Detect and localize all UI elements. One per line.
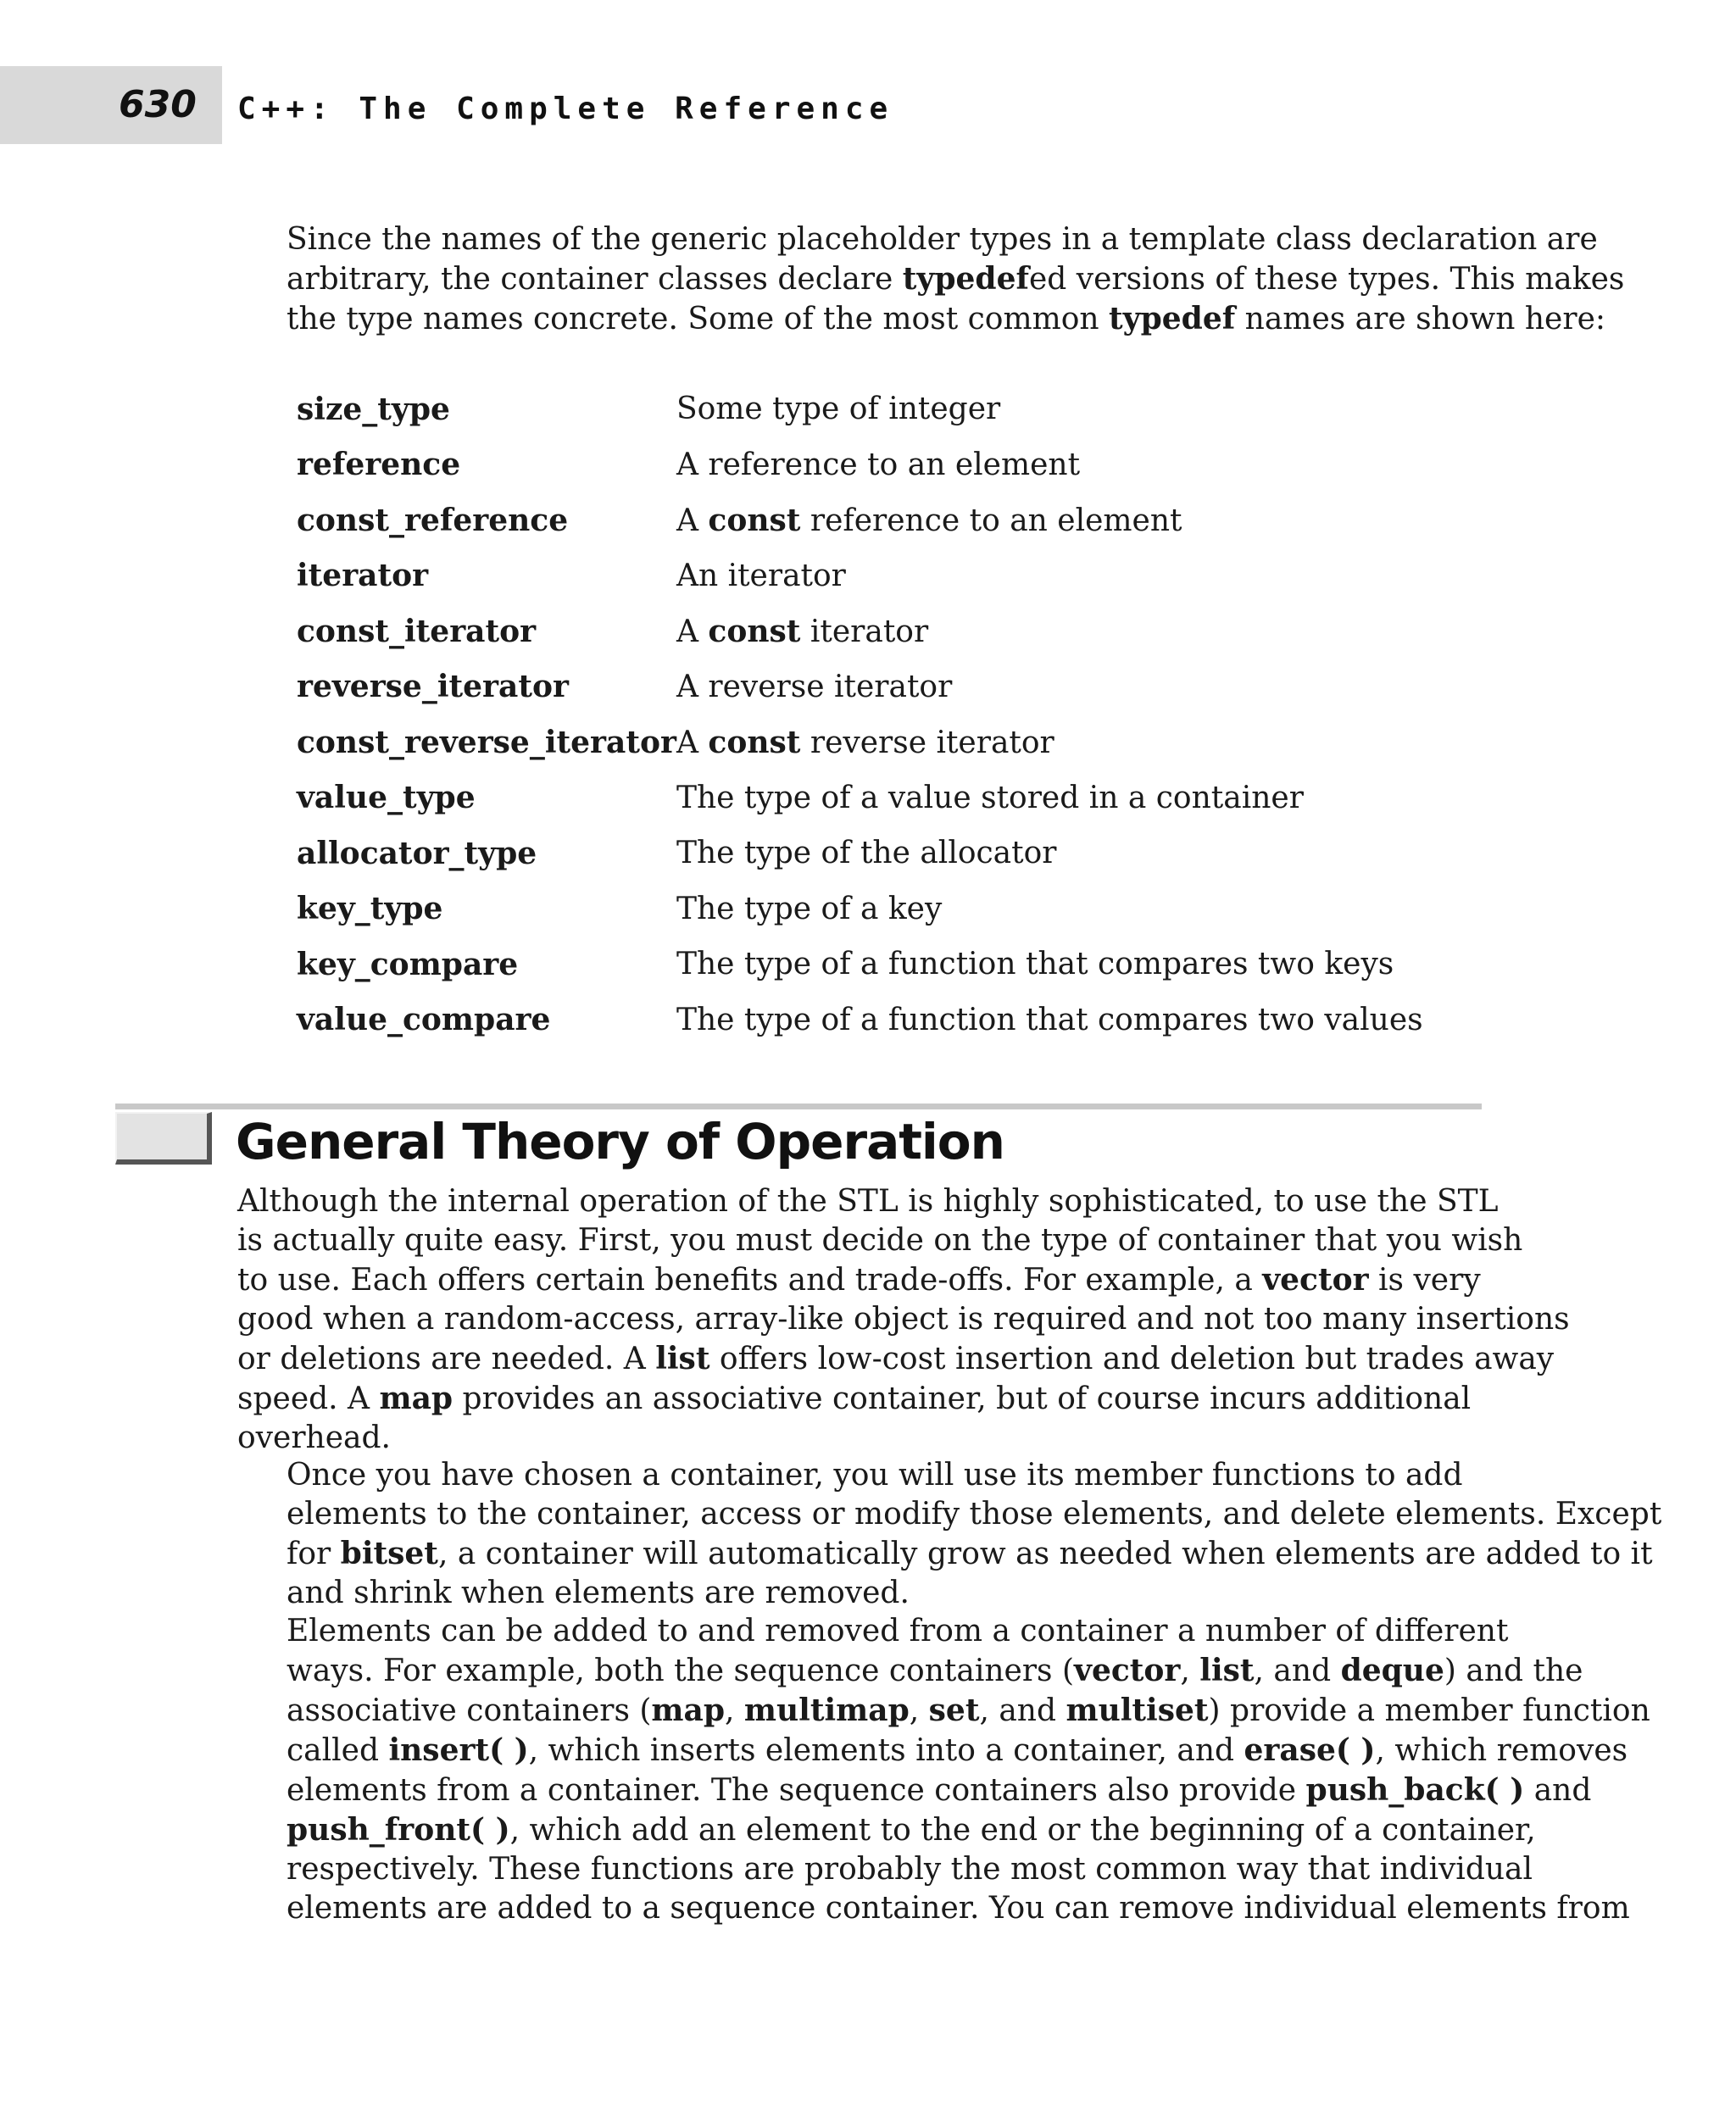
section-heading: General Theory of Operation	[236, 1113, 1004, 1170]
text-line: or deletions are needed. A list offers low-cost insertion and deletion but trades away	[237, 1341, 1555, 1376]
text-line: elements from a container. The sequence containers also provide push_back( ) and	[287, 1772, 1592, 1808]
text-line: is actually quite easy. First, you must decide on the type of container that you wish	[237, 1223, 1523, 1258]
bold-term: insert( )	[388, 1732, 529, 1768]
typedef-row	[297, 770, 1441, 826]
typedef-description: The type of a value stored in a container	[676, 780, 1304, 815]
typedef-row	[297, 492, 1441, 548]
text-line: elements are added to a sequence container. You can remove individual elements from	[287, 1891, 1630, 1926]
bold-term: map	[379, 1381, 453, 1416]
typedef-description: A const iterator	[676, 613, 929, 649]
bold-term: push_back( )	[1305, 1772, 1525, 1808]
typedef-name: value_compare	[297, 1002, 551, 1038]
bold-term: multimap	[743, 1693, 910, 1728]
typedef-table-body	[297, 381, 1441, 1048]
section-marker-box	[115, 1112, 212, 1165]
bold-term: typedef	[1109, 301, 1236, 336]
section-paragraph-1	[237, 1182, 1570, 1458]
typedef-description: A reference to an element	[676, 447, 1081, 482]
text-line: and shrink when elements are removed.	[287, 1576, 910, 1610]
typedef-row	[297, 659, 1441, 715]
typedef-row	[297, 381, 1441, 437]
section-paragraph-3	[237, 1612, 1650, 1928]
text-line: called insert( ), which inserts elements into a container, and erase( ), which removes	[287, 1732, 1628, 1768]
typedef-name: iterator	[297, 558, 429, 594]
bold-term: const	[708, 502, 801, 538]
bold-term: bitset	[340, 1536, 438, 1571]
typedef-row	[297, 603, 1441, 659]
typedef-description: A const reverse iterator	[676, 724, 1054, 760]
text-line: arbitrary, the container classes declare typedefed versions of these types. This makes	[287, 261, 1625, 297]
bold-term: set	[928, 1693, 980, 1728]
bold-term: multiset	[1066, 1693, 1209, 1728]
bold-term: const	[708, 724, 801, 760]
typedef-table	[297, 381, 1441, 1048]
text-line: Elements can be added to and removed from a container a number of different	[287, 1614, 1509, 1648]
bold-term: vector	[1074, 1653, 1181, 1688]
text-line: for bitset, a container will automatically grow as needed when elements are added to it	[287, 1536, 1653, 1571]
text-line: Since the names of the generic placeholder types in a template class declaration are	[287, 222, 1598, 257]
text-line: speed. A map provides an associative container, but of course incurs additional	[237, 1381, 1472, 1416]
typedef-row	[297, 548, 1441, 604]
bold-term: list	[1199, 1653, 1255, 1688]
typedef-row	[297, 881, 1441, 937]
bold-term: vector	[1262, 1262, 1369, 1298]
text-line: respectively. These functions are probably the most common way that individual	[287, 1852, 1533, 1887]
bold-term: push_front( )	[287, 1812, 510, 1848]
bold-term: const	[708, 613, 801, 649]
typedef-name: reverse_iterator	[297, 669, 569, 705]
text-line: overhead.	[237, 1420, 391, 1455]
typedef-name: allocator_type	[297, 835, 537, 871]
typedef-name: reference	[297, 447, 461, 483]
section-paragraph-2	[237, 1456, 1662, 1613]
page-number: 630	[119, 83, 197, 126]
typedef-description: Some type of integer	[676, 392, 1001, 427]
typedef-name: const_iterator	[297, 613, 537, 649]
bold-term: typedef	[902, 261, 1029, 297]
text-line: Although the internal operation of the STL is highly sophisticated, to use the STL	[237, 1184, 1499, 1219]
text-line: ways. For example, both the sequence containers (vector, list, and deque) and the	[287, 1653, 1583, 1688]
typedef-description: The type of a key	[676, 891, 943, 926]
typedef-name: size_type	[297, 391, 450, 427]
typedef-name: const_reverse_iterator	[297, 724, 676, 760]
typedef-description: The type of a function that compares two keys	[676, 947, 1394, 982]
typedef-row	[297, 992, 1441, 1048]
typedef-description: The type of a function that compares two values	[676, 1002, 1423, 1037]
text-line: good when a random-access, array-like object is required and not too many insertions	[237, 1302, 1570, 1337]
typedef-description: An iterator	[676, 558, 846, 593]
bold-term: deque	[1340, 1653, 1444, 1688]
text-line: associative containers (map, multimap, set, and multiset) provide a member function	[287, 1693, 1650, 1728]
text-line: push_front( ), which add an element to the end or the beginning of a container,	[287, 1812, 1536, 1848]
typedef-row	[297, 826, 1441, 881]
text-line: to use. Each offers certain benefits and trade-offs. For example, a vector is very	[237, 1262, 1481, 1298]
typedef-description: A reverse iterator	[676, 669, 953, 704]
typedef-row	[297, 714, 1441, 770]
typedef-row	[297, 437, 1441, 493]
intro-paragraph	[237, 220, 1625, 339]
typedef-description: The type of the allocator	[676, 836, 1057, 871]
text-line: Once you have chosen a container, you will use its member functions to add	[287, 1458, 1463, 1493]
typedef-row	[297, 937, 1441, 992]
typedef-name: const_reference	[297, 502, 569, 538]
typedef-description: A const reference to an element	[676, 502, 1182, 538]
text-line: elements to the container, access or modify those elements, and delete elements. Except	[287, 1497, 1662, 1532]
bold-term: erase( )	[1244, 1732, 1376, 1768]
typedef-name: key_type	[297, 891, 443, 927]
running-title: C++: The Complete Reference	[237, 92, 894, 126]
bold-term: map	[651, 1693, 726, 1728]
bold-term: list	[655, 1341, 710, 1376]
text-line: the type names concrete. Some of the most common typedef names are shown here:	[287, 301, 1605, 336]
typedef-name: value_type	[297, 780, 476, 816]
typedef-name: key_compare	[297, 946, 519, 982]
